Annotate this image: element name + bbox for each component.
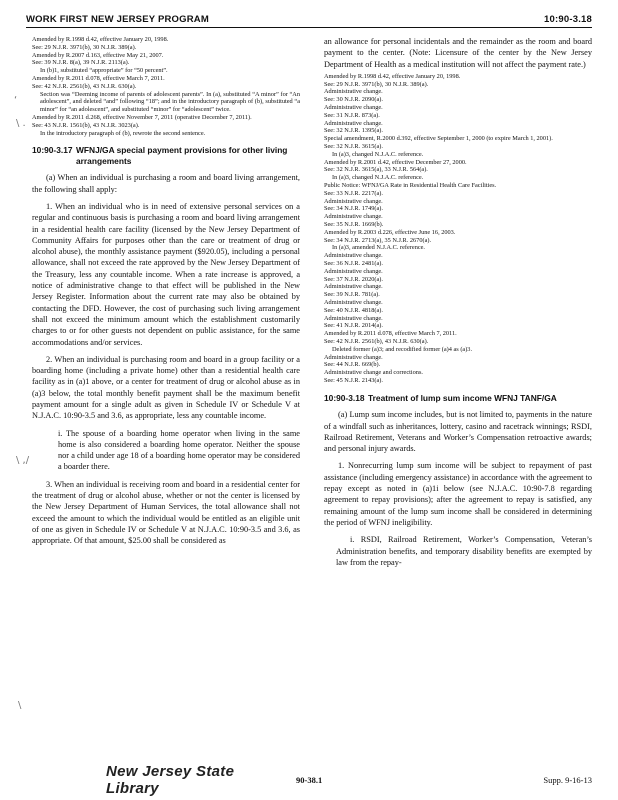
note-line: Special amendment, R.2000 d.392, effective September 1, 2000 (to expire March 1, 2001). bbox=[324, 135, 553, 143]
section-title: WFNJ/GA special payment provisions for other living arrangements bbox=[76, 145, 288, 166]
section-heading-3-18 bbox=[324, 393, 592, 404]
note-line: See: 32 N.J.R. 1395(a). bbox=[324, 127, 383, 135]
note-line: Amended by R.2001 d.42, effective December 27, 2000. bbox=[324, 158, 467, 166]
note-line: See: 40 N.J.R. 4818(a). bbox=[324, 306, 383, 314]
note-line: See: 34 N.J.R. 2713(a), 35 N.J.R. 2670(a). bbox=[324, 236, 432, 244]
note-line: Public Notice: WFNJ/GA Rate in Residential Health Care Facilities. bbox=[324, 182, 497, 190]
note-line: See: 44 N.J.R. 669(b). bbox=[324, 361, 381, 369]
section-number: 10:90-3.17 bbox=[32, 145, 73, 156]
page-footer bbox=[26, 763, 592, 797]
note-line: See: 29 N.J.R. 3971(b), 30 N.J.R. 389(a). bbox=[32, 43, 137, 51]
library-stamp: New Jersey State Library bbox=[106, 763, 235, 797]
note-line: See: 37 N.J.R. 2020(a). bbox=[324, 275, 383, 283]
paragraph-a3: 3. When an individual is receiving room and board in a residential center for the treatment of drug or alcohol abuse, whether or not the center is licensed by the New Jersey Department of Human Services, the total allowance shall not exceed the amount to which the individual would be entitled as an eligible unit of one as given in Schedule IV or Schedule V at N.J.A.C. 10:90-3.5 and 3.6, as appropriate. Of that amount, $25.00 shall be considered as bbox=[32, 479, 300, 546]
paragraph-a: (a) When an individual is purchasing a room and board living arrangement, the following shall apply: bbox=[32, 173, 300, 194]
paragraph-a: (a) Lump sum income includes, but is not limited to, payments in the nature of a windfall such as inheritances, lottery, casino and racetrack winnings; RSDI, Railroad Retirement, Veterans and Worker’s Compensation retroactive awards; and personal injury awards. bbox=[324, 410, 592, 454]
note-line: In (a)3, changed N.J.A.C. reference. bbox=[332, 174, 424, 182]
margin-mark: \ ,/ bbox=[16, 455, 30, 466]
note-line: Administrative change and corrections. bbox=[324, 369, 423, 377]
header-section: 10:90-3.18 bbox=[544, 14, 592, 25]
note-line: See: 29 N.J.R. 3971(b), 30 N.J.R. 389(a). bbox=[324, 80, 429, 88]
note-line: Administrative change. bbox=[324, 104, 383, 112]
note-line: Amended by R.2011 d.078, effective March 7, 2011. bbox=[324, 330, 457, 338]
section-number: 10:90-3.18 bbox=[324, 392, 365, 403]
margin-mark: \ . bbox=[16, 118, 26, 129]
note-line: See: 32 N.J.R. 3615(a), 33 N.J.R. 564(a). bbox=[324, 166, 428, 174]
margin-mark: ‘ bbox=[14, 95, 18, 106]
note-line: Administrative change. bbox=[324, 299, 383, 306]
note-line: Administrative change. bbox=[324, 353, 383, 361]
note-line: Amended by R.2011 d.078, effective March 7, 2011. bbox=[32, 74, 165, 82]
note-line: Administrative change. bbox=[324, 197, 383, 205]
paragraph-a3-continued: an allowance for personal incidentals and the remainder as the room and board payment to the center. (Note: Licensure of the center by the New Jersey Department of Health as a medical institution will not affect the payment rate.) bbox=[324, 37, 592, 69]
amendment-notes bbox=[32, 36, 300, 137]
section-title: Treatment of lump sum income WFNJ TANF/GA bbox=[368, 392, 557, 403]
note-line: In (a)3, changed N.J.A.C. reference. bbox=[332, 150, 424, 158]
left-column bbox=[32, 36, 300, 547]
note-line: See: 33 N.J.R. 2217(a). bbox=[324, 189, 383, 197]
running-header bbox=[26, 12, 592, 28]
note-line: See: 42 N.J.R. 2561(b), 43 N.J.R. 630(a). bbox=[324, 337, 429, 345]
note-line: See: 35 N.J.R. 1669(b). bbox=[324, 221, 384, 229]
note-line: Administrative change. bbox=[324, 283, 383, 291]
section-heading-3-17 bbox=[32, 145, 300, 166]
note-line: Amended by R.2007 d.163, effective May 21, 2007. bbox=[32, 51, 164, 59]
note-line: See: 36 N.J.R. 2481(a). bbox=[324, 260, 383, 268]
note-line: Deleted former (a)3; and recodified former (a)4 as (a)3. bbox=[332, 345, 473, 353]
supplement-date: Supp. 9-16-13 bbox=[543, 775, 592, 785]
note-line: Administrative change. bbox=[324, 314, 383, 322]
note-line: Administrative change. bbox=[324, 88, 383, 96]
note-line: In the introductory paragraph of (b), rewrote the second sentence. bbox=[40, 129, 206, 137]
note-line: Administrative change. bbox=[324, 119, 383, 127]
note-line: Amended by R.1998 d.42, effective January 20, 1998. bbox=[324, 72, 461, 80]
paragraph-a1: 1. Nonrecurring lump sum income will be subject to repayment of past assistance (including emergency assistance) in accordance with the agreement to repay except as noted in (a)1i below (see N.J.A.C. 10:90-7.8 regarding agreement to repay provisions); after the agreement to repay is satisfied, any remaining amount of the lump sum income shall be considered in determining the period of WFNJ ineligibility. bbox=[324, 461, 592, 527]
note-line: Amended by R.1998 d.42, effective January 20, 1998. bbox=[32, 36, 169, 43]
note-line: See: 32 N.J.R. 3615(a). bbox=[324, 143, 383, 151]
note-line: See: 42 N.J.R. 2561(b), 43 N.J.R. 630(a). bbox=[32, 82, 137, 90]
note-line: See: 39 N.J.R. 8(a), 39 N.J.R. 2113(a). bbox=[32, 59, 130, 67]
paragraph-a2: 2. When an individual is purchasing room and board in a group facility or a boarding home (including a private home) other than a residential health care facility as in (a)1 above, or a center for treatment of drug or alcohol abuse as in (a)3 below, the total monthly benefit payment shall be the maximum benefit payment amount for a single adult as given in Schedule IV or Schedule V at N.J.A.C. 10:90-3.5 and 3.6, as appropriate, less any countable income. bbox=[32, 354, 300, 421]
note-line: See: 43 N.J.R. 1561(b), 43 N.J.R. 3023(a). bbox=[32, 121, 140, 129]
amendment-notes bbox=[324, 73, 592, 385]
header-title: WORK FIRST NEW JERSEY PROGRAM bbox=[26, 14, 209, 25]
paragraph-a1i: i. RSDI, Railroad Retirement, Worker’s Compensation, Veteran’s Administration benefits, and temporary disability benefits are exempted by law from the repay- bbox=[336, 535, 592, 567]
note-line: Amended by R.2003 d.226, effective June 16, 2003. bbox=[324, 228, 456, 236]
note-line: See: 34 N.J.R. 1749(a). bbox=[324, 205, 383, 213]
note-line: In (a)3, amended N.J.A.C. reference. bbox=[332, 244, 426, 252]
paragraph-a2i: i. The spouse of a boarding home operator when living in the same home is also considered a boarding home operator. Neither the spouse nor a child under age 18 of a boarding home operator may be considered a boarder there. bbox=[58, 428, 300, 472]
margin-mark: \ bbox=[18, 700, 22, 711]
note-line: See: 45 N.J.R. 2143(a). bbox=[324, 376, 383, 384]
note-line: See: 41 N.J.R. 2014(a). bbox=[324, 322, 383, 330]
note-line: Amended by R.2011 d.268, effective November 7, 2011 (operative December 7, 2011). bbox=[32, 113, 252, 121]
note-line: See: 39 N.J.R. 781(a). bbox=[324, 291, 380, 299]
paragraph-a1: 1. When an individual who is in need of extensive personal services on a regular and continuous basis is purchasing a room and board living arrangement in a residential health care facility (licensed by the New Jersey Department of Community Affairs for purposes other than the care or treatment of drug or alcohol abuse), the monthly assistance payment ($920.05), including a personal allowance, shall not exceed the rate approved by the New Jersey Department of the Treasury, less any countable income. When a rate increase is approved, a notice of administrative change to that effect will be published in the New Jersey Register. Information about the current rate may also be obtained by contacting the DFD. However, the cost of purchasing such living arrangement shall not exceed the minimum amount which the establishment customarily charges to or for other guests not dependent on public assistance, for the same accommodations and/or services. bbox=[32, 201, 300, 347]
note-line: Section was “Deeming income of parents of adolescent parents”. In (a), substituted “A minor” for “An adolescent”, and deleted “and” following “18”; and in the introductory paragraph of (b), substituted “a minor” for “an adolescent”, and substituted “minor” for “adolescent” twice. bbox=[40, 90, 300, 114]
note-line: In (b)1, substituted “appropriate” for “50 percent”. bbox=[40, 67, 168, 75]
note-line: See: 30 N.J.R. 2090(a). bbox=[324, 96, 383, 104]
note-line: Administrative change. bbox=[324, 267, 383, 275]
note-line: Administrative change. bbox=[324, 213, 383, 221]
note-line: See: 31 N.J.R. 873(a). bbox=[324, 111, 380, 119]
right-column bbox=[324, 36, 592, 568]
page-number: 90-38.1 bbox=[296, 775, 323, 785]
note-line: Administrative change. bbox=[324, 252, 383, 260]
